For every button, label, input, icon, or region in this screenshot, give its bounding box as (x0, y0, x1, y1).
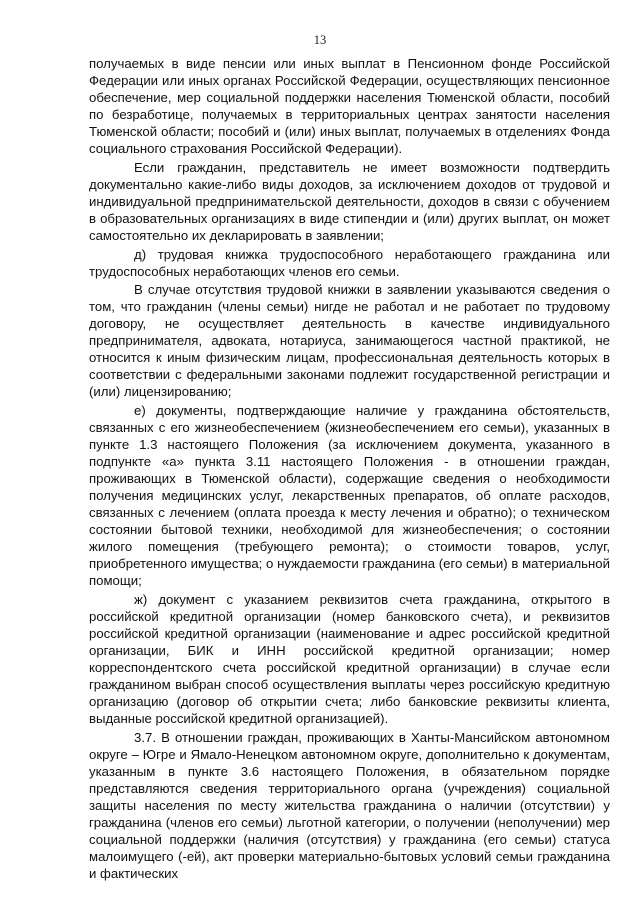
body-text (89, 55, 610, 884)
paragraph-continuation: получаемых в виде пенсии или иных выплат в Пенсионном фонде Российской Федерации или иных органах Российской Федерации, осуществляющих пенсионное обеспечение, мер социальной поддержки населения Тюменской области, пособий по безработице, получаемых в территориальных центрах занятости населения Тюменской области; пособий и (или) иных выплат, получаемых в отделениях Фонда социального страхования Российской Федерации). (89, 56, 610, 157)
paragraph-3-7: 3.7. В отношении граждан, проживающих в Ханты-Мансийском автономном округе – Югре и Ямало-Ненецком автономном округе, дополнительно к документам, указанным в пункте 3.6 настоящего Положения, в обязательном порядке представляются сведения территориального органа (учреждения) социальной защиты населения по месту жительства гражданина о наличии (отсутствии) у гражданина (членов его семьи) льготной категории, о получении (неполучении) мер социальной поддержки (наличия (отсутствия) у гражданина (его семьи) статуса малоимущего (-ей), акт проверки материально-бытовых условий семьи гражданина и фактических (89, 729, 610, 882)
paragraph-declaration: Если гражданин, представитель не имеет возможности подтвердить документально какие-либо виды доходов, за исключением доходов от трудовой и индивидуальной предпринимательской деятельности, доходов в связи с обучением в образовательных организациях в виде стипендии и (или) других выплат, он может самостоятельно их декларировать в заявлении; (89, 159, 610, 243)
paragraph-no-work-book: В случае отсутствия трудовой книжки в заявлении указываются сведения о том, что гражданин (члены семьи) нигде не работал и не работает по трудовому договору, не осуществляет деятельность в качестве индивидуального предпринимателя, адвоката, нотариуса, занимающегося частной практикой, не относится к иным физическим лицам, профессиональная деятельность которых в соответствии с федеральными законами подлежит государственной регистрации и (или) лицензированию; (89, 282, 610, 400)
page-number: 13 (313, 33, 327, 47)
paragraph-item-e: е) документы, подтверждающие наличие у гражданина обстоятельств, связанных с его жизнеобеспечением (жизнеобеспечением его семьи), указанных в пункте 1.3 настоящего Положения (за исключением документа, указанного в подпункте «а» пункта 3.11 настоящего Положения - в отношении граждан, проживающих в Тюменской области), содержащие сведения о необходимости получения медицинских услуг, лекарственных препаратов, об оплате расходов, связанных с лечением (оплата проезда к месту лечения и обратно); о техническом состоянии бытовой техники, необходимой для жизнеобеспечения; о состоянии жилого помещения (требующего ремонта); о стоимости товаров, услуг, приобретенного имущества; о нуждаемости гражданина (его семьи) в материальной помощи; (89, 402, 610, 589)
paragraph-item-zh: ж) документ с указанием реквизитов счета гражданина, открытого в российской кредитной организации (номер банковского счета), и реквизитов российской кредитной организации (наименование и адрес российской кредитной организации, БИК и ИНН российской кредитной организации; номер корреспондентского счета российской кредитной организации) в случае если гражданином выбран способ осуществления выплаты через российскую кредитную организацию (договор об открытии счета; либо банковские реквизиты клиента, выданные российской кредитной организацией). (89, 591, 610, 727)
paragraph-item-d: д) трудовая книжка трудоспособного неработающего гражданина или трудоспособных неработающих членов его семьи. (89, 246, 610, 279)
